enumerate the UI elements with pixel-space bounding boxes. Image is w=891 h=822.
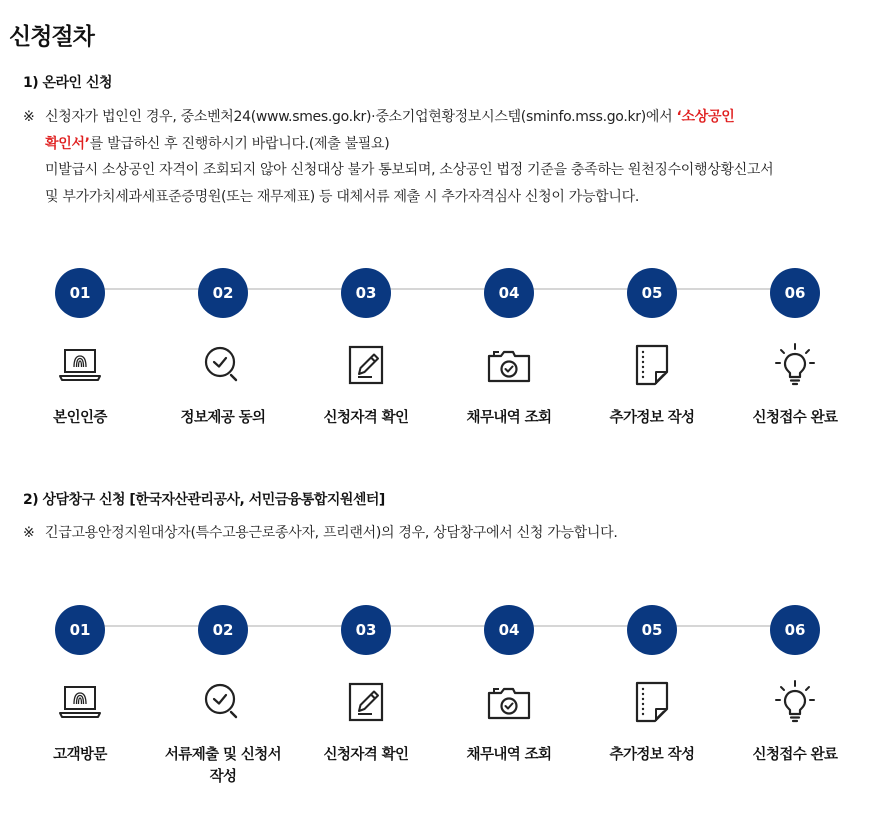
document-pen-icon (342, 341, 390, 389)
step-label: 신청접수 완료 (752, 410, 838, 426)
folder-check-icon (485, 341, 533, 389)
step-number: 02 (198, 605, 248, 655)
step-number: 03 (341, 605, 391, 655)
note-mark: ※ (23, 109, 35, 125)
step-number: 05 (627, 268, 677, 318)
step-number: 06 (770, 268, 820, 318)
step-label: 채무내역 조회 (466, 747, 552, 763)
magnifier-check-icon (199, 678, 247, 726)
section-online-title: 1) 온라인 신청 (23, 75, 113, 91)
step-label: 서류제출 및 신청서 작성 (164, 747, 282, 785)
section-counter-title: 2) 상담창구 신청 [한국자산관리공사, 서민금융통합지원센터] (23, 492, 385, 508)
step-number: 04 (484, 268, 534, 318)
step-number: 06 (770, 605, 820, 655)
note-mark: ※ (23, 525, 35, 541)
fingerprint-laptop-icon (56, 678, 104, 726)
step-number: 01 (55, 605, 105, 655)
dotted-note-icon (628, 678, 676, 726)
step-label: 신청자격 확인 (323, 747, 409, 763)
step-label: 추가정보 작성 (609, 747, 695, 763)
step-number: 03 (341, 268, 391, 318)
section-counter-note (23, 520, 617, 547)
page-title: 신청절차 (9, 24, 94, 50)
online-step-6 (725, 268, 865, 429)
counter-step-3 (296, 605, 436, 766)
counter-step-6 (725, 605, 865, 766)
counter-step-4 (439, 605, 579, 766)
step-number: 01 (55, 268, 105, 318)
note-text-4: 및 부가가치세과세표준증명원(또는 재무제표) 등 대체서류 제출 시 추가자격심사 신청이 가능합니다. (45, 188, 640, 205)
online-step-3 (296, 268, 436, 429)
online-step-5 (582, 268, 722, 429)
note-highlight-1: ‘소상공인 (676, 109, 735, 125)
step-label: 추가정보 작성 (609, 410, 695, 426)
note-text: 긴급고용안정지원대상자(특수고용근로종사자, 프리랜서)의 경우, 상담창구에서 신청 가능합니다. (45, 525, 618, 541)
dotted-note-icon (628, 341, 676, 389)
magnifier-check-icon (199, 341, 247, 389)
step-label: 채무내역 조회 (466, 410, 552, 426)
online-step-1 (10, 268, 150, 429)
note-text-1: 신청자가 법인인 경우, 중소벤처24(www.smes.go.kr)·중소기업현황정보시스템(sminfo.mss.go.kr)에서 (45, 109, 677, 125)
counter-step-2 (153, 605, 293, 788)
step-label: 신청접수 완료 (752, 747, 838, 763)
step-number: 05 (627, 605, 677, 655)
counter-step-5 (582, 605, 722, 766)
step-label: 고객방문 (53, 747, 107, 763)
section-online-note (23, 104, 773, 210)
step-label: 신청자격 확인 (323, 410, 409, 426)
step-number: 02 (198, 268, 248, 318)
lightbulb-icon (771, 341, 819, 389)
note-highlight-2: 확인서’ (45, 135, 90, 152)
fingerprint-laptop-icon (56, 341, 104, 389)
online-steps (0, 268, 891, 478)
document-pen-icon (342, 678, 390, 726)
online-step-4 (439, 268, 579, 429)
lightbulb-icon (771, 678, 819, 726)
counter-step-1 (10, 605, 150, 766)
counter-steps (0, 605, 891, 815)
step-label: 본인인증 (53, 410, 107, 426)
step-label: 정보제공 동의 (180, 410, 266, 426)
folder-check-icon (485, 678, 533, 726)
online-step-2 (153, 268, 293, 429)
note-text-2: 를 발급하신 후 진행하시기 바랍니다.(제출 불필요) (89, 135, 390, 152)
step-number: 04 (484, 605, 534, 655)
note-text-3: 미발급시 소상공인 자격이 조회되지 않아 신청대상 불가 통보되며, 소상공인 법정 기준을 충족하는 원천징수이행상황신고서 (45, 162, 774, 178)
